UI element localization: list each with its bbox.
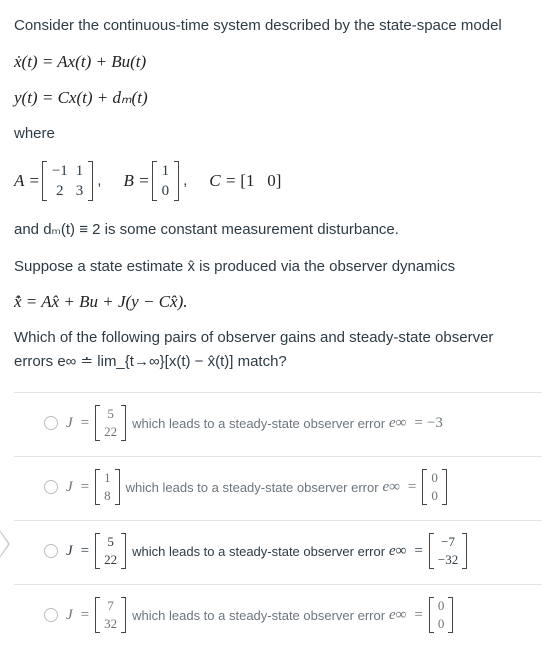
e-label: e∞ bbox=[389, 414, 407, 431]
j-vector bbox=[95, 597, 126, 633]
e-label: e∞ bbox=[389, 606, 407, 623]
equals-sign: = bbox=[414, 542, 423, 559]
answer-option-4[interactable] bbox=[14, 584, 542, 645]
j-label: J bbox=[66, 478, 73, 495]
equals-sign: = bbox=[414, 606, 423, 623]
equals-sign: = bbox=[414, 414, 423, 431]
answer-option-2[interactable] bbox=[14, 456, 542, 517]
prompt-line-1: Which of the following pairs of observer gains and steady-state observer bbox=[14, 329, 494, 346]
b-1: 1 bbox=[161, 163, 170, 179]
j-vector bbox=[95, 405, 126, 441]
c-label: C = bbox=[209, 171, 237, 190]
b-label: B = bbox=[123, 171, 150, 190]
radio-button[interactable] bbox=[44, 480, 58, 494]
j-label: J bbox=[66, 542, 73, 559]
j-2: 22 bbox=[104, 552, 118, 567]
e-2: 0 bbox=[431, 488, 438, 503]
state-equation: ẋ(t) = Ax(t) + Bu(t) bbox=[14, 52, 147, 71]
answer-option-3[interactable] bbox=[14, 520, 542, 581]
j-2: 22 bbox=[104, 424, 118, 439]
j-label: J bbox=[66, 414, 73, 431]
e-label: e∞ bbox=[389, 542, 407, 559]
prompt-line-2: errors e∞ ≐ lim_{t→∞}[x(t) − x̂(t)] match? bbox=[14, 353, 287, 370]
j-2: 32 bbox=[104, 616, 118, 631]
output-equation: y(t) = Cx(t) + dₘ(t) bbox=[14, 88, 148, 107]
question-intro: Consider the continuous-time system described by the state-space model bbox=[14, 17, 502, 34]
a-22: 3 bbox=[75, 183, 84, 199]
e-2: 0 bbox=[437, 616, 445, 631]
e-1: −7 bbox=[441, 534, 455, 549]
equals-sign: = bbox=[80, 414, 90, 431]
option-text: which leads to a steady-state observer error bbox=[132, 607, 386, 623]
equals-sign: = bbox=[407, 478, 417, 495]
e-scalar: −3 bbox=[426, 414, 443, 431]
option-text: which leads to a steady-state observer error bbox=[132, 415, 386, 431]
equals-sign: = bbox=[80, 606, 90, 623]
radio-button[interactable] bbox=[44, 608, 58, 622]
where-label: where bbox=[14, 125, 55, 142]
e-1: 0 bbox=[431, 470, 438, 485]
a-label: A = bbox=[14, 171, 40, 190]
matrices-row bbox=[14, 158, 281, 204]
a-12: 1 bbox=[75, 163, 84, 179]
e-label: e∞ bbox=[382, 478, 400, 495]
option-text: which leads to a steady-state observer error bbox=[125, 479, 379, 495]
option-text: which leads to a steady-state observer error bbox=[132, 543, 386, 559]
j-vector bbox=[95, 469, 120, 505]
e-1: 0 bbox=[437, 598, 445, 613]
comma-1: , bbox=[97, 172, 102, 189]
answer-option-1[interactable] bbox=[14, 392, 542, 453]
matrix-b bbox=[152, 161, 180, 201]
e-vector bbox=[429, 597, 454, 633]
disturbance-text: and dₘ(t) ≡ 2 is some constant measurement disturbance. bbox=[14, 221, 399, 238]
observer-intro: Suppose a state estimate x̂ is produced via the observer dynamics bbox=[14, 258, 456, 275]
selected-answer-arrow-icon bbox=[0, 530, 10, 558]
j-1: 5 bbox=[107, 534, 114, 549]
e-vector bbox=[429, 533, 467, 569]
j-1: 7 bbox=[107, 598, 114, 613]
j-2: 8 bbox=[104, 488, 111, 503]
j-label: J bbox=[66, 606, 73, 623]
equals-sign: = bbox=[80, 478, 90, 495]
radio-button[interactable] bbox=[44, 416, 58, 430]
observer-equation: x̂̇ = Ax̂ + Bu + J(y − Cx̂). bbox=[14, 292, 188, 311]
j-vector bbox=[95, 533, 126, 569]
a-11: −1 bbox=[51, 163, 68, 179]
e-2: −32 bbox=[437, 552, 459, 567]
b-2: 0 bbox=[161, 183, 170, 199]
j-1: 1 bbox=[104, 470, 111, 485]
radio-button[interactable] bbox=[44, 544, 58, 558]
j-1: 5 bbox=[107, 406, 114, 421]
matrix-a bbox=[42, 161, 93, 201]
a-21: 2 bbox=[56, 183, 64, 199]
e-vector bbox=[422, 469, 447, 505]
comma-2: , bbox=[183, 172, 188, 189]
equals-sign: = bbox=[80, 542, 90, 559]
matrix-c: [1 0] bbox=[240, 171, 282, 190]
